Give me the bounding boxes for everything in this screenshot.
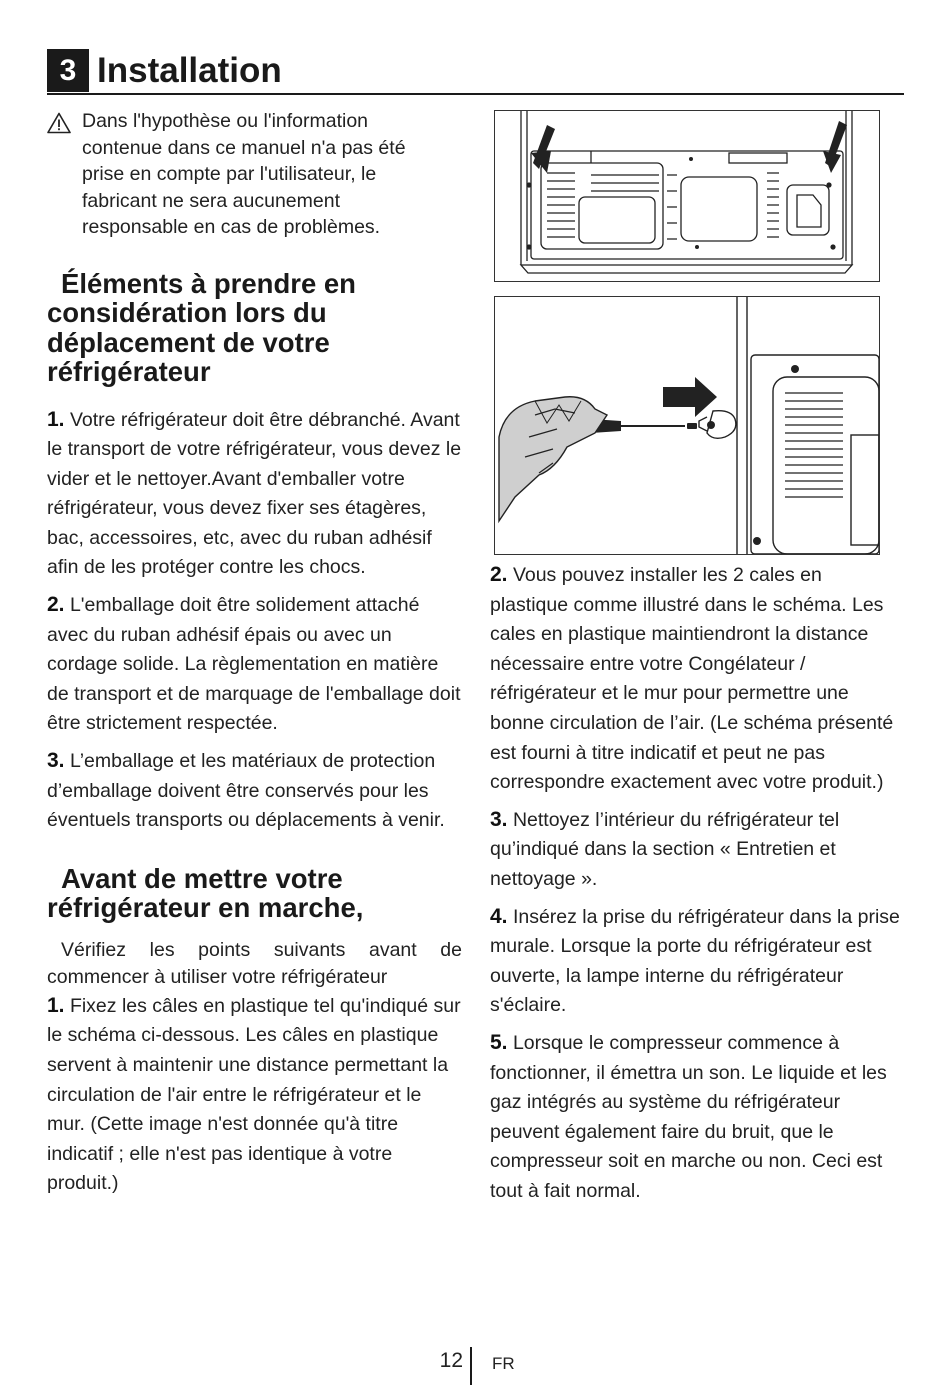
list-number: 5.: [490, 1030, 508, 1054]
fridge-back-spacer-positions-diagram: [495, 111, 879, 281]
list-number: 3.: [490, 807, 508, 831]
heading-moving: Éléments à prendre en considération lors du déplacement de votre réfrigérateur: [47, 267, 356, 387]
warning-triangle-icon: [47, 112, 71, 134]
list-text: L'emballage doit être solidement attaché avec du ruban adhésif épais ou avec un cordage solide. La règlementation en matière de transport et de marquage de l'emballage doit être strictement respectée.: [47, 594, 461, 735]
list-number: 2.: [490, 563, 508, 586]
list-item: [490, 1028, 905, 1207]
section-title: Installation: [97, 51, 282, 90]
list-number: 1.: [47, 993, 65, 1017]
list-item: [47, 991, 462, 1199]
list-item: [47, 746, 462, 836]
page-footer: [0, 1345, 950, 1385]
warning-text: Dans l'hypothèse ou l'information contenue dans ce manuel n'a pas été prise en compte par l'utilisateur, le fabricant ne sera aucunement responsable en cas de problèmes.: [82, 110, 406, 238]
left-column: [47, 108, 462, 1199]
figure-fridge-back: [494, 110, 880, 282]
list-item: [490, 902, 905, 1021]
list-item: [47, 590, 462, 739]
list-item: [490, 560, 905, 798]
list-text: Insérez la prise du réfrigérateur dans la prise murale. Lorsque la porte du réfrigérateur est ouverte, la lampe interne du réfrigérateur s'éclaire.: [490, 905, 900, 1017]
list-text: Vous pouvez installer les 2 cales en plastique comme illustré dans le schéma. Les cales en plastique maintiendront la distance nécessaire entre votre Congélateur / réfrigérateur et le mur pour permettre une bonne circulation de l’air. (Le schéma présenté est fourni à titre indicatif et peut ne pas correspondre exactement avec votre produit.): [490, 564, 894, 794]
screwdriver-spacer-install-diagram: [495, 297, 879, 554]
section-header: [47, 49, 904, 95]
list-text: Votre réfrigérateur doit être débranché. Avant le transport de votre réfrigérateur, vous devez le vider et le nettoyer.Avant d'emballer votre réfrigérateur, vous devez fixer ses étagères, bac, accessoires, etc, avec du ruban adhésif afin de les protéger contre les chocs.: [47, 408, 462, 579]
language-code: FR: [492, 1354, 515, 1373]
list-item: [47, 405, 462, 584]
list-number: 2.: [47, 593, 65, 617]
intro-text: Vérifiez les points suivants avant de commencer à utiliser votre réfrigérateur: [47, 938, 462, 988]
figure-spacer-install: [494, 296, 880, 555]
warning-notice: [47, 108, 462, 241]
heading-before-start: Avant de mettre votre réfrigérateur en marche,: [47, 862, 364, 924]
right-column: [490, 560, 905, 1206]
list-number: 4.: [490, 904, 508, 928]
page-number: 12: [439, 1349, 463, 1372]
list-number: 1.: [47, 407, 65, 431]
list-item: [490, 805, 905, 895]
list-text: Lorsque le compresseur commence à fonctionner, il émettra un son. Le liquide et les gaz intégrés au système du réfrigérateur peuvent également faire du bruit, que le compresseur soit en marche ou non. Ceci est tout à fait normal.: [490, 1031, 887, 1202]
section-number-badge: 3: [47, 49, 89, 92]
footer-divider: [470, 1347, 472, 1385]
list-number: 3.: [47, 749, 65, 773]
list-text: L’emballage et les matériaux de protection d’emballage doivent être conservés pour les éventuels transports ou déplacements à venir.: [47, 750, 445, 832]
list-text: Fixez les câles en plastique tel qu'indiqué sur le schéma ci-dessous. Les câles en plastique servent à maintenir une distance permettant la circulation de l'air entre le réfrigérateur et le mur. (Cette image n'est donnée qu'à titre indicatif ; elle n'est pas identique à votre produit.): [47, 994, 461, 1195]
list-text: Nettoyez l’intérieur du réfrigérateur tel qu’indiqué dans la section « Entretien et nettoyage ».: [490, 808, 840, 890]
